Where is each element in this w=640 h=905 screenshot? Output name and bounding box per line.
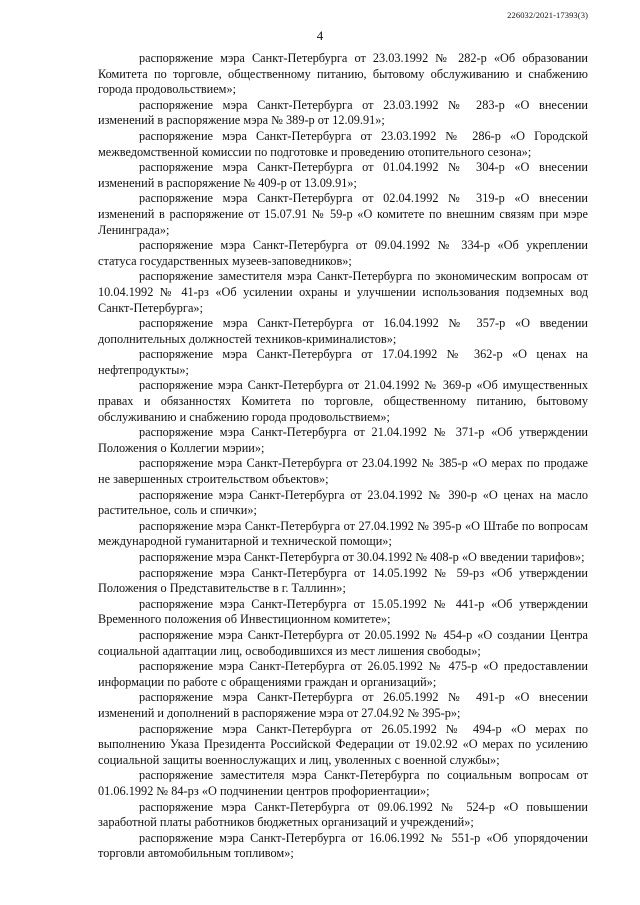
list-item: распоряжение мэра Санкт-Петербурга от 26.05.1992 № 475-р «О предоставлении информации по работе с обращениями граждан и организаций»; [98, 659, 588, 689]
list-item: распоряжение мэра Санкт-Петербурга от 16.06.1992 № 551-р «Об упорядочении торговли автомобильным топливом»; [98, 830, 588, 861]
list-item: распоряжение мэра Санкт-Петербурга от 21.04.1992 № 369-р «Об имущественных правах и обязанностях Комитета по торговле, общественному питанию, бытовому обслуживанию и снабжению города продовольствием»; [98, 378, 588, 424]
list-item: распоряжение заместителя мэра Санкт-Петербурга по экономическим вопросам от 10.04.1992 № 41-рз «Об усилении охраны и улучшении использования подземных вод Санкт-Петербурга»; [98, 269, 588, 315]
list-item: распоряжение мэра Санкт-Петербурга от 30.04.1992 № 408-р «О введении тарифов»; [139, 550, 585, 564]
list-item: распоряжение мэра Санкт-Петербурга от 21.04.1992 № 371-р «Об утверждении Положения о Коллегии мэрии»; [98, 425, 588, 455]
list-item: распоряжение мэра Санкт-Петербурга от 27.04.1992 № 395-р «О Штабе по вопросам международной гуманитарной и технической помощи»; [98, 518, 588, 549]
document-registration-code: 226032/2021-17393(3) [507, 10, 588, 20]
list-item: распоряжение мэра Санкт-Петербурга от 23.03.1992 № 282-р «Об образовании Комитета по торговле, общественному питанию, бытовому обслуживанию и снабжению города продовольствием»; [98, 51, 588, 97]
list-item: распоряжение мэра Санкт-Петербурга от 09.06.1992 № 524-р «О повышении заработной платы работников бюджетных организаций и учреждений»; [98, 799, 588, 830]
list-item: распоряжение мэра Санкт-Петербурга от 15.05.1992 № 441-р «Об утверждении Временного положения об Инвестиционном комитете»; [98, 596, 588, 627]
page-number: 4 [316, 28, 324, 43]
list-item: распоряжение мэра Санкт-Петербурга от 09.04.1992 № 334-р «Об укреплении статуса государственных музеев-заповедников»; [98, 238, 588, 268]
document-body [98, 51, 588, 862]
list-item: распоряжение мэра Санкт-Петербурга от 23.04.1992 № 385-р «О мерах по продаже не завершенных строительством объектов»; [98, 456, 588, 487]
list-item: распоряжение мэра Санкт-Петербурга от 17.04.1992 № 362-р «О ценах на нефтепродукты»; [98, 347, 588, 377]
list-item: распоряжение мэра Санкт-Петербурга от 01.04.1992 № 304-р «О внесении изменений в распоряжение № 409-р от 13.09.91»; [98, 160, 588, 190]
list-item: распоряжение мэра Санкт-Петербурга от 20.05.1992 № 454-р «О создании Центра социальной адаптации лиц, освободившихся из мест лишения свободы»; [98, 627, 588, 658]
list-item: распоряжение мэра Санкт-Петербурга от 16.04.1992 № 357-р «О введении дополнительных должностей техников-криминалистов»; [98, 316, 588, 346]
list-item: распоряжение мэра Санкт-Петербурга от 23.03.1992 № 283-р «О внесении изменений в распоряжение мэра № 389-р от 12.09.91»; [98, 97, 588, 128]
list-item: распоряжение заместителя мэра Санкт-Петербурга по социальным вопросам от 01.06.1992 № 84-рз «О подчинении центров профориентации»; [98, 768, 588, 798]
list-item: распоряжение мэра Санкт-Петербурга от 23.04.1992 № 390-р «О ценах на масло растительное, соль и спички»; [98, 487, 588, 518]
list-item: распоряжение мэра Санкт-Петербурга от 26.05.1992 № 494-р «О мерах по выполнению Указа Президента Российской Федерации от 19.02.92 «О мерах по усилению социальной защиты военнослужащих и лиц, уволенных с военной службы»; [98, 721, 588, 767]
list-item: распоряжение мэра Санкт-Петербурга от 14.05.1992 № 59-рз «Об утверждении Положения о Представительстве в г. Таллинн»; [98, 565, 588, 596]
list-item: распоряжение мэра Санкт-Петербурга от 23.03.1992 № 286-р «О Городской межведомственной комиссии по подготовке и проведению отопительного сезона»; [98, 128, 588, 159]
list-item: распоряжение мэра Санкт-Петербурга от 02.04.1992 № 319-р «О внесении изменений в распоряжение от 15.07.91 № 59-р «О комитете по внешним связям при мэре Ленинграда»; [98, 191, 588, 237]
list-item: распоряжение мэра Санкт-Петербурга от 26.05.1992 № 491-р «О внесении изменений и дополнений в распоряжение мэра от 27.04.92 № 395-р»; [98, 690, 588, 720]
